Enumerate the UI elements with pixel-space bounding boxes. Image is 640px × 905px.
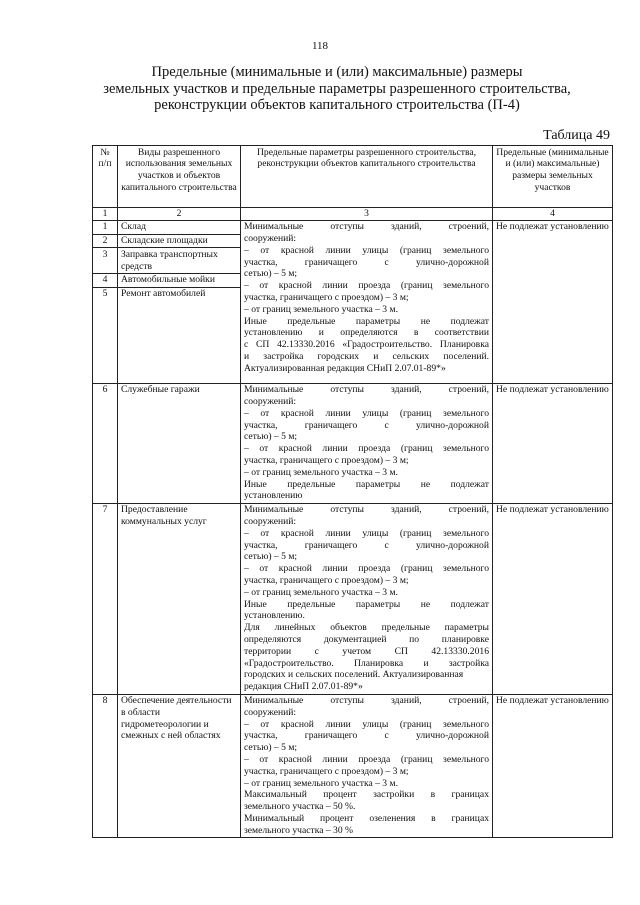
params-line: Актуализированная редакция СНиП 2.07.01-89*» [244,362,446,374]
header-params: Предельные параметры разрешенного строительства, реконструкции объектов капитального строительства [241,146,493,208]
use-type: Складские площадки [118,234,241,248]
params-line: – от красной линии улицы (границ земельного [244,244,489,256]
params-line: – от красной линии проезда (границ земельного [244,280,489,292]
parameters-table [92,145,613,838]
table-row [93,383,613,503]
use-type: Предоставление коммунальных услуг [118,503,241,694]
use-type: Служебные гаражи [118,383,241,503]
column-number: 2 [118,208,241,221]
row-number: 1 [93,220,118,234]
column-number: 1 [93,208,118,221]
params-line: редакция СНиП 2.07.01-89*» [244,681,363,693]
params-line: Минимальные отступы зданий, строений, [244,695,489,706]
params-line: сооружений: [244,233,297,245]
row6-sizes-cell: Не подлежат установлению [493,383,613,503]
params-line: участка, граничащего с улично-дорожной [244,730,489,742]
title-line: реконструкции объектов капитального строительства (П-4) [154,97,520,113]
params-line: с СП 42.13330.2016 «Градостроительство. Планировка [244,339,489,351]
row6-params-cell [241,383,493,503]
params-line: участка, граничащего с улично-дорожной [244,256,489,268]
params-line: – от красной линии проезда (границ земельного [244,443,489,455]
title-line: Предельные (минимальные и (или) максимальные) размеры [151,64,523,80]
params-line: Минимальные отступы зданий, строений, [244,384,489,396]
params-line: участка, граничащего с проездом) – 3 м; [244,455,409,467]
params-line: участка, граничащего с улично-дорожной [244,419,489,431]
column-number-row [93,208,613,221]
params-line: сооружений: [244,706,297,718]
params-line: земельного участка – 50 %. [244,801,356,813]
params-line: Минимальные отступы зданий, строений, [244,221,489,233]
column-number: 3 [241,208,493,221]
params-line: – от красной линии улицы (границ земельного [244,718,489,730]
params-line: установлению [244,490,303,502]
params-line: – от красной линии проезда (границ земельного [244,563,489,575]
params-line: – от красной линии проезда (границ земельного [244,753,489,765]
group1-sizes-cell: Не подлежат установлению [493,220,613,383]
params-line: установлению. [244,610,305,622]
params-line: сооружений: [244,516,297,528]
use-type: Обеспечение деятельности в области гидрометеорологии и смежных с ней областях [118,694,241,838]
params-line: Иные предельные параметры не подлежат [244,598,489,610]
params-line: земельного участка – 30 % [244,824,354,836]
row-number: 8 [93,694,118,838]
title-line: земельных участков и предельные параметры разрешенного строительства, [103,80,571,97]
header-row [93,146,613,208]
params-line: сетью) – 5 м; [244,268,298,280]
params-line: сетью) – 5 м; [244,431,298,443]
column-number: 4 [493,208,613,221]
table-row [93,220,613,234]
params-line: – от границ земельного участка – 3 м. [244,466,398,478]
params-line: Максимальный процент застройки в границах [244,789,489,801]
params-line: определяются документацией по планировке [244,634,489,646]
table-label: Таблица 49 [543,128,610,143]
params-line: сетью) – 5 м; [244,551,298,563]
params-line: Иные предельные параметры не подлежат [244,315,489,327]
params-line: участка, граничащего с проездом) – 3 м; [244,575,409,587]
params-line: участка, граничащего с проездом) – 3 м; [244,292,409,304]
params-line: «Градостроительство. Планировка и застройка [244,657,489,669]
params-line: участка, граничащего с улично-дорожной [244,539,489,551]
table-row [93,503,613,694]
page-number: 118 [311,40,329,52]
params-line: Иные предельные параметры не подлежат [244,478,489,490]
row-number: 6 [93,383,118,503]
row-number: 2 [93,234,118,248]
document-title [92,64,582,114]
table-row [93,694,613,838]
params-line: и застройка городских и сельских поселений. [244,351,489,363]
row-number: 3 [93,248,118,274]
header-num: № п/п [93,146,118,208]
group1-params-cell [241,220,493,383]
params-line: Для линейных объектов предельные параметры [244,622,489,634]
row7-sizes-cell: Не подлежат установлению [493,503,613,694]
use-type: Автомобильные мойки [118,273,241,287]
params-line: участка, граничащего с проездом) – 3 м; [244,765,409,777]
params-line: территории с учетом СП 42.13330.2016 [244,645,489,657]
params-line: сетью) – 5 м; [244,742,298,754]
params-line: – от красной линии улицы (границ земельного [244,527,489,539]
row8-sizes-cell: Не подлежат установлению [493,694,613,838]
params-line: сооружений: [244,396,297,408]
row-number: 7 [93,503,118,694]
row7-params-cell [241,503,493,694]
params-line: городских и сельских поселений. Актуализированная [244,669,464,681]
header-use: Виды разрешенного использования земельных участков и объектов капитального строительства [118,146,241,208]
use-type: Склад [118,220,241,234]
params-line: Минимальные отступы зданий, строений, [244,504,489,516]
row-number: 5 [93,287,118,383]
use-type: Ремонт автомобилей [118,287,241,383]
params-line: – от красной линии улицы (границ земельного [244,407,489,419]
params-line: установлению и определяются в соответствии [244,327,489,339]
params-line: – от границ земельного участка – 3 м. [244,303,398,315]
use-type: Заправка транспортных средств [118,248,241,274]
params-line: Минимальный процент озеленения в границах [244,812,489,824]
row-number: 4 [93,273,118,287]
params-line: – от границ земельного участка – 3 м. [244,586,398,598]
header-sizes: Предельные (минимальные и (или) максимальные) размеры земельных участков [493,146,613,208]
params-line: – от границ земельного участка – 3 м. [244,777,398,789]
row8-params-cell [241,694,493,838]
